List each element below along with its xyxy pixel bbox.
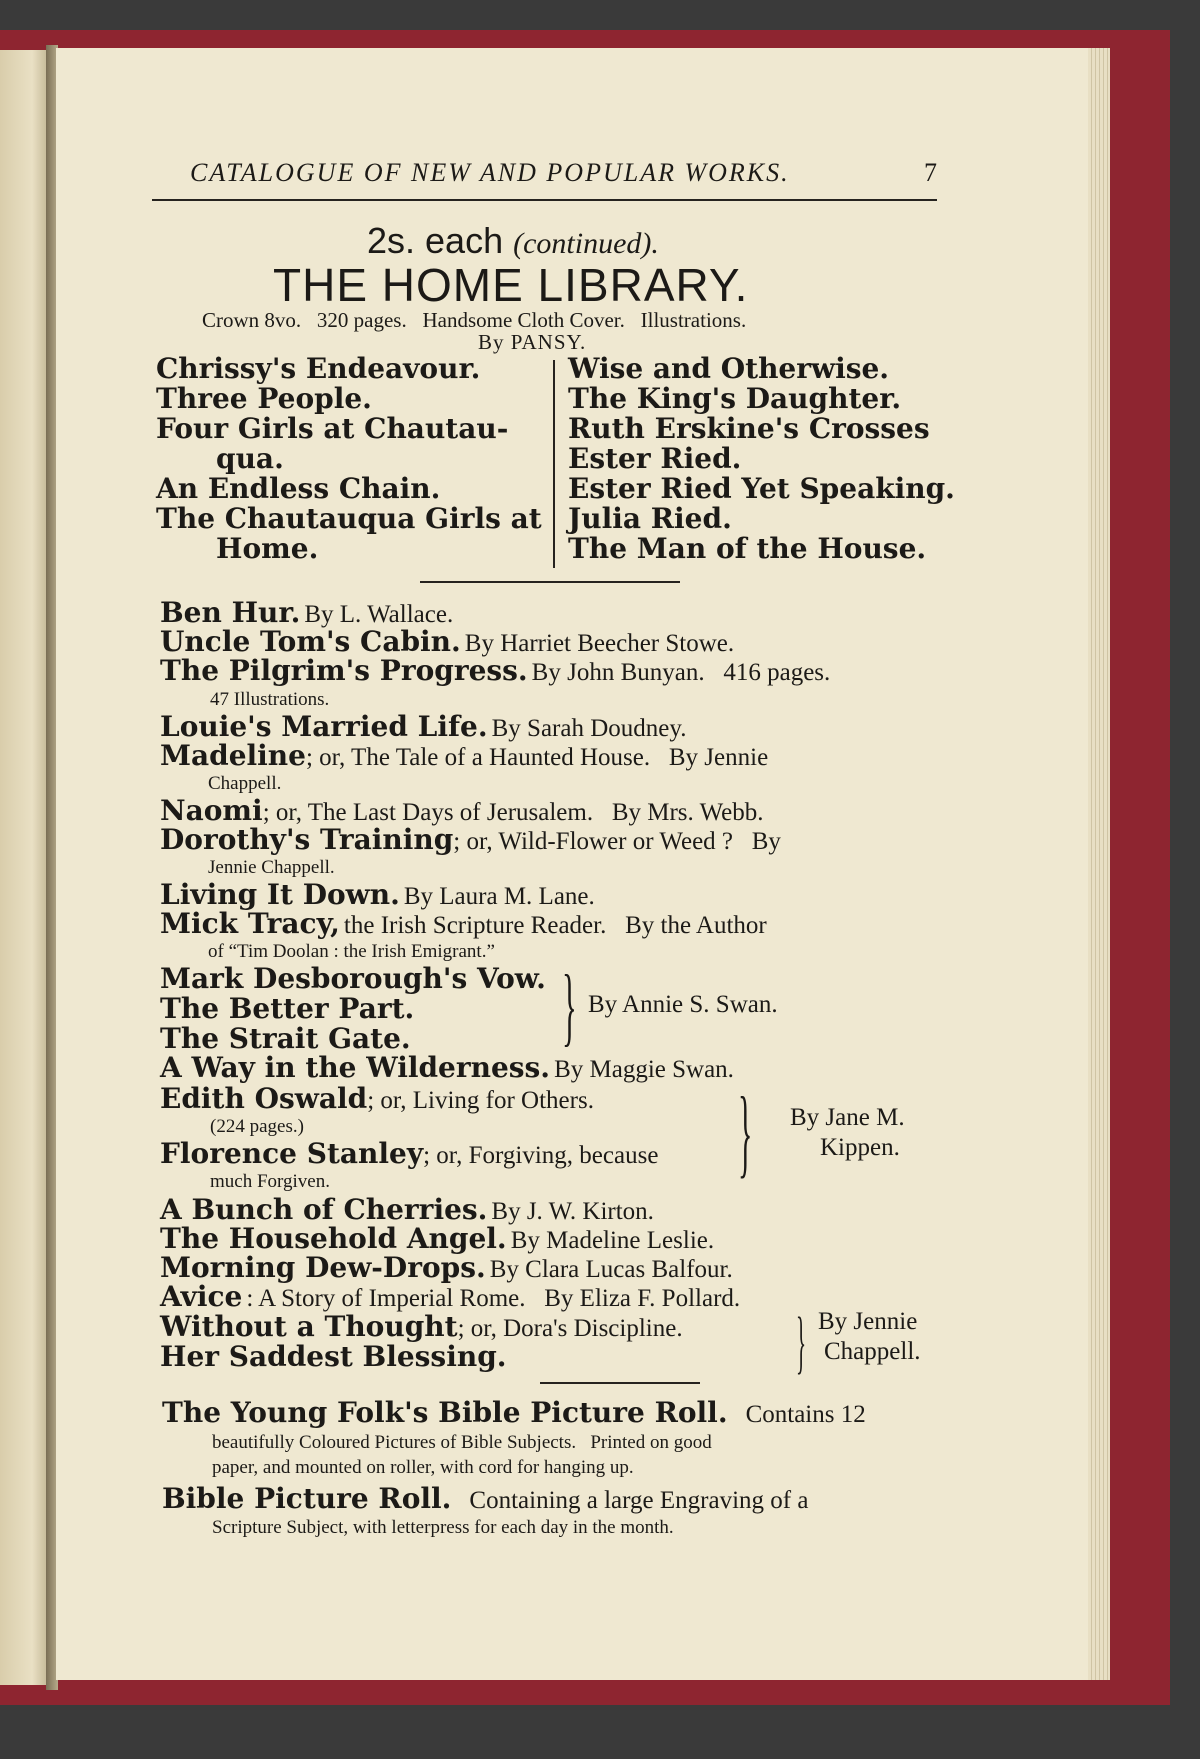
entry-title: Living It Down.: [160, 878, 400, 911]
page-edges: [1088, 48, 1110, 1680]
group-author: Kippen.: [820, 1134, 900, 1161]
series-title: THE HOME LIBRARY.: [273, 259, 749, 311]
entry-detail: By Maggie Swan.: [554, 1056, 734, 1083]
catalogue-entry: [160, 907, 767, 940]
entry-detail: By Clara Lucas Balfour.: [489, 1256, 733, 1283]
entry-detail: Containing a large Engraving of a: [469, 1487, 809, 1514]
entry-note: (224 pages.): [210, 1116, 304, 1137]
entry-title: Bible Picture Roll.: [162, 1482, 452, 1515]
catalogue-entry: [160, 1051, 734, 1084]
series-specs: Crown 8vo. 320 pages. Handsome Cloth Cover. Illustrations.: [202, 308, 747, 332]
entry-title: Ben Hur.: [160, 596, 301, 629]
list-item: Chrissy's Endeavour.: [156, 352, 481, 385]
entry-detail: By Harriet Beecher Stowe.: [464, 630, 735, 657]
catalogue-entry: [160, 739, 768, 772]
entry-detail: ; or, Dora's Discipline.: [457, 1315, 683, 1342]
group-author: By Jane M.: [790, 1104, 905, 1131]
price-label: 2s. each: [367, 220, 504, 261]
list-item: Julia Ried.: [568, 502, 732, 535]
entry-detail: By Sarah Doudney.: [491, 715, 687, 742]
entry-title: The Pilgrim's Progress.: [160, 654, 528, 687]
continued-label: (continued).: [513, 227, 659, 260]
brace-icon: }: [796, 1304, 807, 1381]
entry-title: The Better Part.: [160, 992, 415, 1025]
entry-title: Madeline: [160, 739, 306, 772]
entry-note: Scripture Subject, with letterpress for each day in the month.: [212, 1517, 674, 1538]
page-number: 7: [924, 158, 939, 187]
entry-detail: ; or, Living for Others.: [367, 1087, 594, 1114]
entry-note: Jennie Chappell.: [208, 857, 335, 878]
entry-title: The Young Folk's Bible Picture Roll.: [162, 1396, 728, 1429]
entry-title: The Strait Gate.: [160, 1022, 411, 1055]
list-item: Four Girls at Chautau-: [156, 412, 509, 445]
entry-note: paper, and mounted on roller, with cord for hanging up.: [212, 1457, 634, 1478]
entry-note: much Forgiven.: [210, 1171, 330, 1192]
catalogue-entry: [160, 1137, 658, 1170]
catalogue-entry: [160, 1280, 740, 1313]
list-item: An Endless Chain.: [156, 472, 441, 505]
entry-title: A Bunch of Cherries.: [160, 1193, 488, 1226]
catalogue-entry: [160, 654, 830, 687]
list-item: Ester Ried Yet Speaking.: [568, 472, 955, 505]
column-divider: [553, 360, 555, 568]
catalogue-entry: [160, 1310, 683, 1343]
entry-title: Edith Oswald: [160, 1082, 368, 1115]
section-divider: [540, 1382, 700, 1384]
list-item: Home.: [216, 532, 319, 565]
entry-detail: ; or, Wild-Flower or Weed ? By: [453, 828, 781, 855]
entry-detail: By L. Wallace.: [304, 601, 454, 628]
header-rule: [152, 199, 937, 201]
entry-detail: By John Bunyan. 416 pages.: [531, 659, 831, 686]
section-price-heading: [367, 220, 659, 262]
entry-note: of “Tim Doolan : the Irish Emigrant.”: [208, 941, 495, 962]
entry-title: Florence Stanley: [160, 1137, 424, 1170]
group-author: By Jennie: [818, 1308, 918, 1335]
series-author: By PANSY.: [478, 330, 587, 354]
entry-title: Uncle Tom's Cabin.: [160, 625, 461, 658]
brace-icon: }: [562, 958, 577, 1055]
entry-detail: ; or, The Last Days of Jerusalem. By Mrs. Webb.: [262, 799, 764, 826]
entry-detail: By Madeline Leslie.: [510, 1227, 715, 1254]
entry-title: Mick Tracy,: [160, 907, 340, 940]
entry-title: Avice: [160, 1280, 243, 1313]
group-author: Chappell.: [824, 1338, 921, 1365]
catalogue-entry: [162, 1396, 866, 1429]
list-item: Three People.: [156, 382, 372, 415]
list-item: The Chautauqua Girls at: [156, 502, 542, 535]
entry-title: A Way in the Wilderness.: [160, 1051, 551, 1084]
entry-note: 47 Illustrations.: [210, 689, 330, 710]
entry-detail: Contains 12: [745, 1401, 866, 1428]
entry-title: The Household Angel.: [160, 1222, 507, 1255]
left-page-edge: [0, 50, 46, 1685]
running-header: CATALOGUE OF NEW AND POPULAR WORKS.: [190, 158, 790, 187]
catalogue-entry: [160, 823, 781, 856]
list-item: Ruth Erskine's Crosses: [568, 412, 930, 445]
brace-icon: }: [738, 1076, 753, 1187]
entry-note: Chappell.: [208, 773, 282, 794]
entry-detail: By J. W. Kirton.: [491, 1198, 654, 1225]
entry-detail: By Laura M. Lane.: [403, 883, 595, 910]
entry-title: Louie's Married Life.: [160, 710, 488, 743]
entry-detail: : A Story of Imperial Rome. By Eliza F. Pollard.: [246, 1285, 741, 1312]
entry-title: Mark Desborough's Vow.: [160, 962, 546, 995]
section-divider: [420, 581, 680, 583]
entry-title: Without a Thought: [160, 1310, 458, 1343]
entry-detail: ; or, The Tale of a Haunted House. By Jennie: [305, 744, 769, 771]
list-item: Ester Ried.: [568, 442, 742, 475]
entry-detail: ; or, Forgiving, because: [423, 1142, 659, 1169]
entry-title: Her Saddest Blessing.: [160, 1340, 507, 1373]
group-author: By Annie S. Swan.: [588, 991, 778, 1018]
entry-title: Naomi: [160, 794, 263, 827]
list-item: The Man of the House.: [568, 532, 927, 565]
list-item: The King's Daughter.: [568, 382, 902, 415]
entry-detail: the Irish Scripture Reader. By the Author: [343, 912, 767, 939]
entry-title: Dorothy's Training: [160, 823, 454, 856]
list-item: Wise and Otherwise.: [568, 352, 890, 385]
entry-title: Morning Dew-Drops.: [160, 1251, 486, 1284]
catalogue-entry: [162, 1482, 808, 1515]
catalogue-entry: [160, 1082, 594, 1115]
entry-note: beautifully Coloured Pictures of Bible Subjects. Printed on good: [212, 1432, 712, 1453]
list-item: qua.: [216, 442, 284, 475]
